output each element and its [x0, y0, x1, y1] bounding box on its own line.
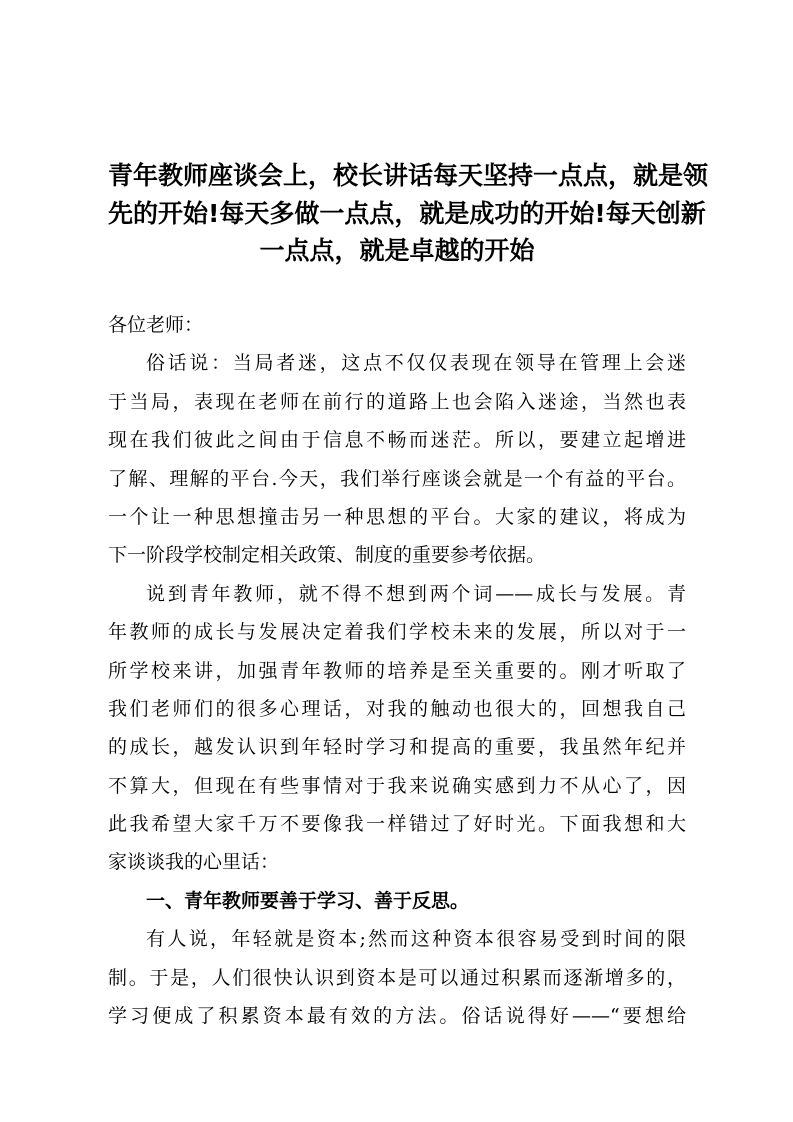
- text-line: 现在我们彼此之间由于信息不畅而迷茫。所以，要建立起增进: [108, 429, 686, 452]
- section-heading: [108, 882, 686, 920]
- text-line: 一个让一种思想撞击另一种思想的平台。大家的建议，将成为: [108, 505, 686, 528]
- heading-line: 一、青年教师要善于学习、善于反思。: [146, 889, 470, 912]
- text-line: 年教师的成长与发展决定着我们学校未来的发展，所以对于一: [108, 621, 686, 644]
- document-body: [108, 306, 686, 1035]
- text-line: 学习便成了积累资本最有效的方法。俗话说得好——“要想给: [108, 1005, 686, 1028]
- text-line: 不算大，但现在有些事情对于我来说确实感到力不从心了，因: [108, 774, 686, 797]
- text-line: 说到青年教师，就不得不想到两个词——成长与发展。青: [146, 582, 686, 605]
- paragraph: [108, 575, 686, 882]
- text-line: 有人说，年轻就是资本;然而这种资本很容易受到时间的限: [146, 928, 686, 951]
- document-title: [108, 157, 709, 270]
- title-line: 先的开始!每天多做一点点，就是成功的开始!每天创新: [108, 198, 706, 228]
- text-line: 的成长，越发认识到年轻时学习和提高的重要，我虽然年纪并: [108, 736, 686, 759]
- paragraph: [108, 920, 686, 1035]
- text-line: 俗话说：当局者迷，这点不仅仅表现在领导在管理上会迷: [146, 352, 686, 375]
- text-line: 所学校来讲，加强青年教师的培养是至关重要的。刚才听取了: [108, 659, 686, 682]
- text-line: 制。于是，人们很快认识到资本是可以通过积累而逐渐增多的，: [108, 966, 686, 989]
- text-line: 家谈谈我的心里话：: [108, 851, 280, 874]
- title-line: 一点点，就是卓越的开始: [259, 236, 535, 265]
- text-line: 我们老师们的很多心理话，对我的触动也很大的，回想我自己: [108, 697, 686, 720]
- title-line: 青年教师座谈会上，校长讲话每天坚持一点点，就是领: [108, 161, 709, 190]
- text-line: 此我希望大家千万不要像我一样错过了好时光。下面我想和大: [108, 813, 686, 836]
- text-line: 于当局，表现在老师在前行的道路上也会陷入迷途，当然也表: [108, 390, 686, 413]
- paragraph: [108, 344, 686, 574]
- text-line: 了解、理解的平台.今天，我们举行座谈会就是一个有益的平台。: [108, 467, 686, 490]
- text-line: 下一阶段学校制定相关政策、制度的重要参考依据。: [108, 544, 546, 567]
- salutation: 各位老师：: [108, 314, 204, 336]
